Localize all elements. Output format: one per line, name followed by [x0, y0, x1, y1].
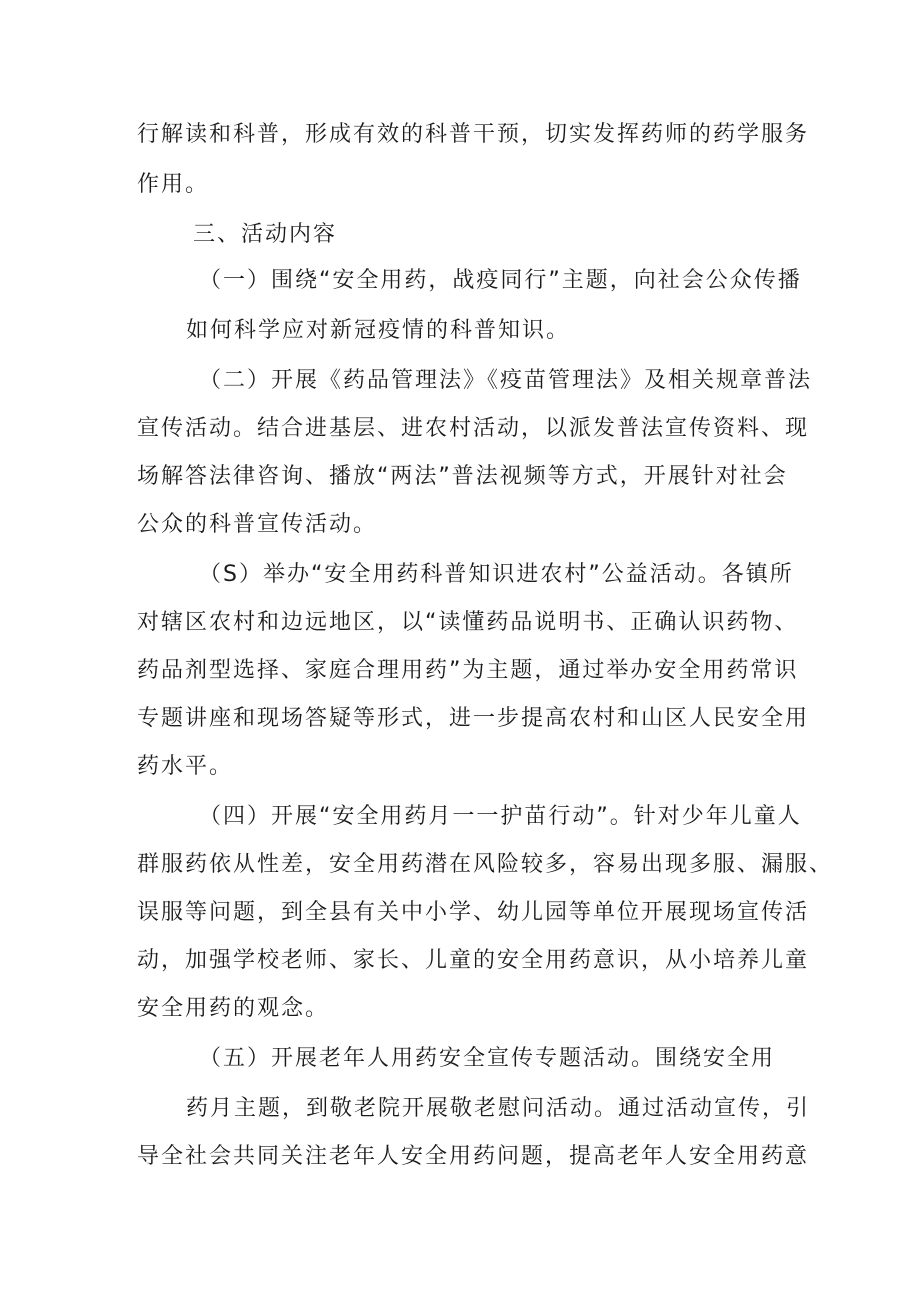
- text-line: 安全用药的观念。: [137, 996, 330, 1021]
- text-line: （四）开展“安全用药月一一护苗行动”。针对少年儿童人: [199, 804, 802, 829]
- text-line: （S）举办“安全用药科普知识进农村”公益活动。各镇所: [199, 562, 794, 587]
- text-line: 药水平。: [137, 754, 234, 779]
- text-line: 药品剂型选择、家庭合理用药”为主题，通过举办安全用药常识: [137, 658, 799, 683]
- text-line: 场解答法律咨询、播放“两法”普法视频等方式，开展针对社会: [137, 464, 788, 489]
- text-line: 公众的科普宣传活动。: [137, 512, 378, 537]
- text-line: 专题讲座和现场答疑等形式，进一步提高农村和山区人民安全用: [137, 706, 810, 731]
- text-line: 导全社会共同关注老年人安全用药问题，提高老年人安全用药意: [137, 1144, 810, 1169]
- text-line: 药月主题，到敬老院开展敬老慰问活动。通过活动宣传，引: [186, 1096, 811, 1121]
- text-line: 动，加强学校老师、家长、儿童的安全用药意识，从小培养儿童: [137, 948, 810, 973]
- text-line: （五）开展老年人用药安全宣传专题活动。围绕安全用: [199, 1046, 776, 1071]
- text-line: 行解读和科普，形成有效的科普干预，切实发挥药师的药学服务: [137, 122, 810, 147]
- text-line: 如何科学应对新冠疫情的科普知识。: [186, 318, 571, 343]
- text-line: 群服药依从性差，安全用药潜在风险较多，容易出现多服、漏服、: [137, 852, 834, 877]
- text-line: 对辖区农村和边远地区，以“读懂药品说明书、正确认识药物、: [137, 610, 799, 635]
- text-line: 误服等问题，到全县有关中小学、幼儿园等单位开展现场宣传活: [137, 900, 810, 925]
- section-heading: 三、活动内容: [193, 222, 338, 247]
- text-line: （一）围绕“安全用药，战疫同行”主题，向社会公众传播: [199, 268, 802, 293]
- text-line: （二）开展《药品管理法》《疫苗管理法》及相关规章普法: [199, 368, 813, 393]
- text-line: 作用。: [137, 172, 210, 197]
- text-line: 宣传活动。结合进基层、进农村活动，以派发普法宣传资料、现: [137, 416, 810, 441]
